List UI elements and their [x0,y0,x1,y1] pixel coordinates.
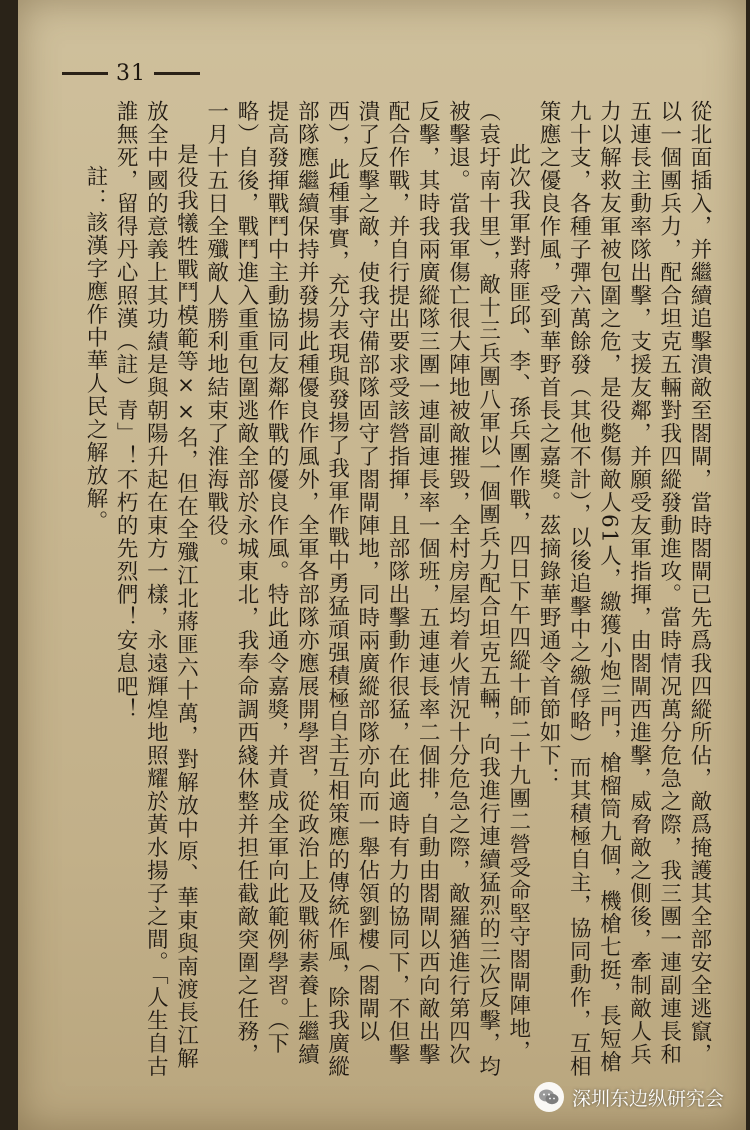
header-rule-right [154,72,200,75]
book-page [18,0,746,1130]
wechat-icon [534,1082,564,1112]
footnote: 註：該漢字應作中華人民之解放解。 [82,164,108,533]
watermark [534,1082,724,1112]
page-number: 31 [116,60,146,86]
paragraph: 是役我犧牲戰鬥模範等××名，但在全殲江北蔣匪六十萬，對解放中原、華東與南渡長江解放全中國的意義上其功績是與朝陽升起在東方一樣，永遠輝煌地照耀於黃水揚子之間。「人生自古誰無死，留得丹心照漢（註）青」！不朽的先烈們！安息吧！ [113,100,199,1079]
page-header [62,58,222,88]
vertical-text-body [80,100,714,1080]
header-rule-left [62,72,108,75]
paragraph: 此次我軍對蔣匪邱、李、孫兵團作戰，四日下午四縱十師二十九團二營受命堅守閤閘陣地，（袁圩南十里），敵十三兵團八軍以一個團兵力配合坦克五輛，向我進行連續猛烈的三次反擊，均被擊退。當我軍傷亡很大陣地被敵摧毀，全村房屋均着火情況十分危急之際，敵羅猶進行第四次反擊，其時我兩廣縱隊三團一連副連長率一個班，五連連長率二個排，自動由閤閘以西向敵出擊配合作戰，并自行提出要求受該營指揮，且部隊出擊動作很猛，在此適時有力的協同下，不但擊潰了反擊之敵，使我守備部隊固守了閤閘陣地，同時兩廣縱部隊亦向而一舉佔領劉樓（閤閘以西），此種事實，充分表現與發揚了我軍作戰中勇猛頑强積極自主互相策應的傳統作風，除我廣縱部隊應繼續保持并發揚此種優良作風外，全軍各部隊亦應展開學習，從政治上及戰術素養上繼續提高發揮戰鬥中主動協同友鄰作戰的優良作風。特此通令嘉獎，并責成全軍向此範例學習。（下略）自後，戰鬥進入重重包圍逃敵全部於永城東北，我奉命調西綫休整并担任截敵突圍之任務，一月十五日全殲敵人勝利地結束了淮海戰役。 [203,100,531,1079]
paragraph: 從北面插入，并繼續追擊潰敵至閤閘，當時閤閘已先爲我四縱所佔，敵爲掩護其全部安全逃竄，以一個團兵力，配合坦克五輛對我四縱發動進攻。當時情况萬分危急之際，我三團一連副連長和五連長主動率隊出擊，支援友鄰，并願受友軍指揮，由閤閘西進擊，威脅敵之側後，牽制敵人兵力以解救友軍被包圍之危，是役斃傷敵人61人，繳獲小炮三門，槍榴筒九個，機槍七挺，長短槍九十支，各種子彈六萬餘發（其他不計），以後追擊中之繳俘略）而其積極自主，協同動作，互相策應之優良作風，受到華野首長之嘉獎。茲摘錄華野通令首節如下： [535,100,712,1079]
watermark-text: 深圳东边纵研究会 [571,1087,724,1110]
